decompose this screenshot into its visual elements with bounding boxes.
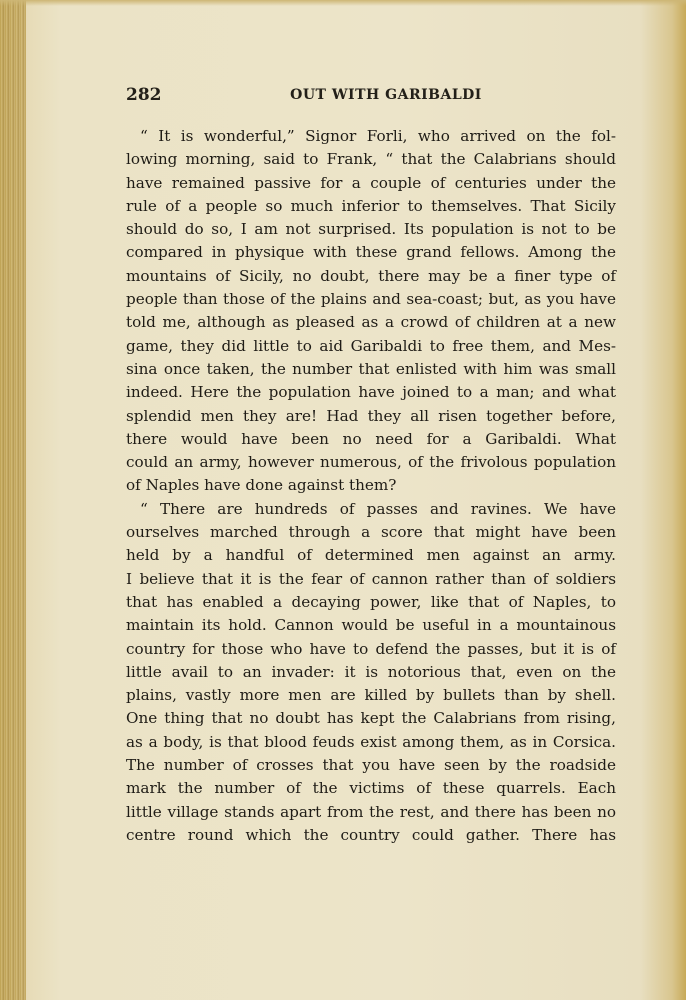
text-line: sina once taken, the number that enlisted with him was small <box>126 359 616 378</box>
text-line: people than those of the plains and sea-coast; but, as you have <box>126 290 616 309</box>
text-line: little avail to an invader: it is notorious that, even on the <box>126 662 616 681</box>
paragraph-1 <box>126 125 616 498</box>
text-line: have remained passive for a couple of centuries under the <box>126 173 616 192</box>
text-line: “ There are hundreds of passes and ravines. We have <box>140 499 616 518</box>
text-line: there would have been no need for a Garibaldi. What <box>126 429 616 448</box>
text-line: could an army, however numerous, of the frivolous population <box>126 453 616 472</box>
text-line: I believe that it is the fear of cannon rather than of soldiers <box>126 569 616 588</box>
text-line: indeed. Here the population have joined to a man; and what <box>126 383 616 402</box>
text-line: of Naples have done against them? <box>126 476 397 495</box>
body-text <box>126 125 616 847</box>
running-head <box>126 85 616 109</box>
text-line: compared in physique with these grand fellows. Among the <box>126 243 616 262</box>
text-line: One thing that no doubt has kept the Calabrians from rising, <box>126 709 616 728</box>
text-line: centre round which the country could gather. There has <box>126 825 616 844</box>
paragraph-2 <box>126 498 616 847</box>
text-line: mountains of Sicily, no doubt, there may be a finer type of <box>126 266 616 285</box>
page-number: 282 <box>126 85 162 105</box>
page-top-edge <box>0 0 686 6</box>
page-binding-edge <box>0 0 26 1000</box>
text-line: maintain its hold. Cannon would be useful in a mountainous <box>126 616 616 635</box>
text-line: plains, vastly more men are killed by bullets than by shell. <box>126 686 616 705</box>
text-line: “ It is wonderful,” Signor Forli, who arrived on the fol- <box>140 127 616 145</box>
text-line: should do so, I am not surprised. Its population is not to be <box>126 220 616 239</box>
running-title: OUT WITH GARIBALDI <box>290 87 482 103</box>
text-line: The number of crosses that you have seen by the roadside <box>126 756 616 775</box>
text-line: lowing morning, said to Frank, “ that the Calabrians should <box>126 150 616 169</box>
text-line: as a body, is that blood feuds exist among them, as in Corsica. <box>126 732 616 751</box>
text-line: that has enabled a decaying power, like that of Naples, to <box>126 592 616 611</box>
text-line: mark the number of the victims of these quarrels. Each <box>126 779 616 798</box>
text-line: rule of a people so much inferior to themselves. That Sicily <box>126 196 616 215</box>
text-line: country for those who have to defend the passes, but it is of <box>126 639 616 658</box>
text-line: told me, although as pleased as a crowd of children at a new <box>126 313 616 332</box>
text-line: little village stands apart from the rest, and there has been no <box>126 802 616 821</box>
text-line: game, they did little to aid Garibaldi to free them, and Mes- <box>126 336 616 355</box>
text-line: splendid men they are! Had they all risen together before, <box>126 406 616 425</box>
text-line: ourselves marched through a score that might have been <box>126 523 616 542</box>
text-line: held by a handful of determined men against an army. <box>126 546 616 565</box>
